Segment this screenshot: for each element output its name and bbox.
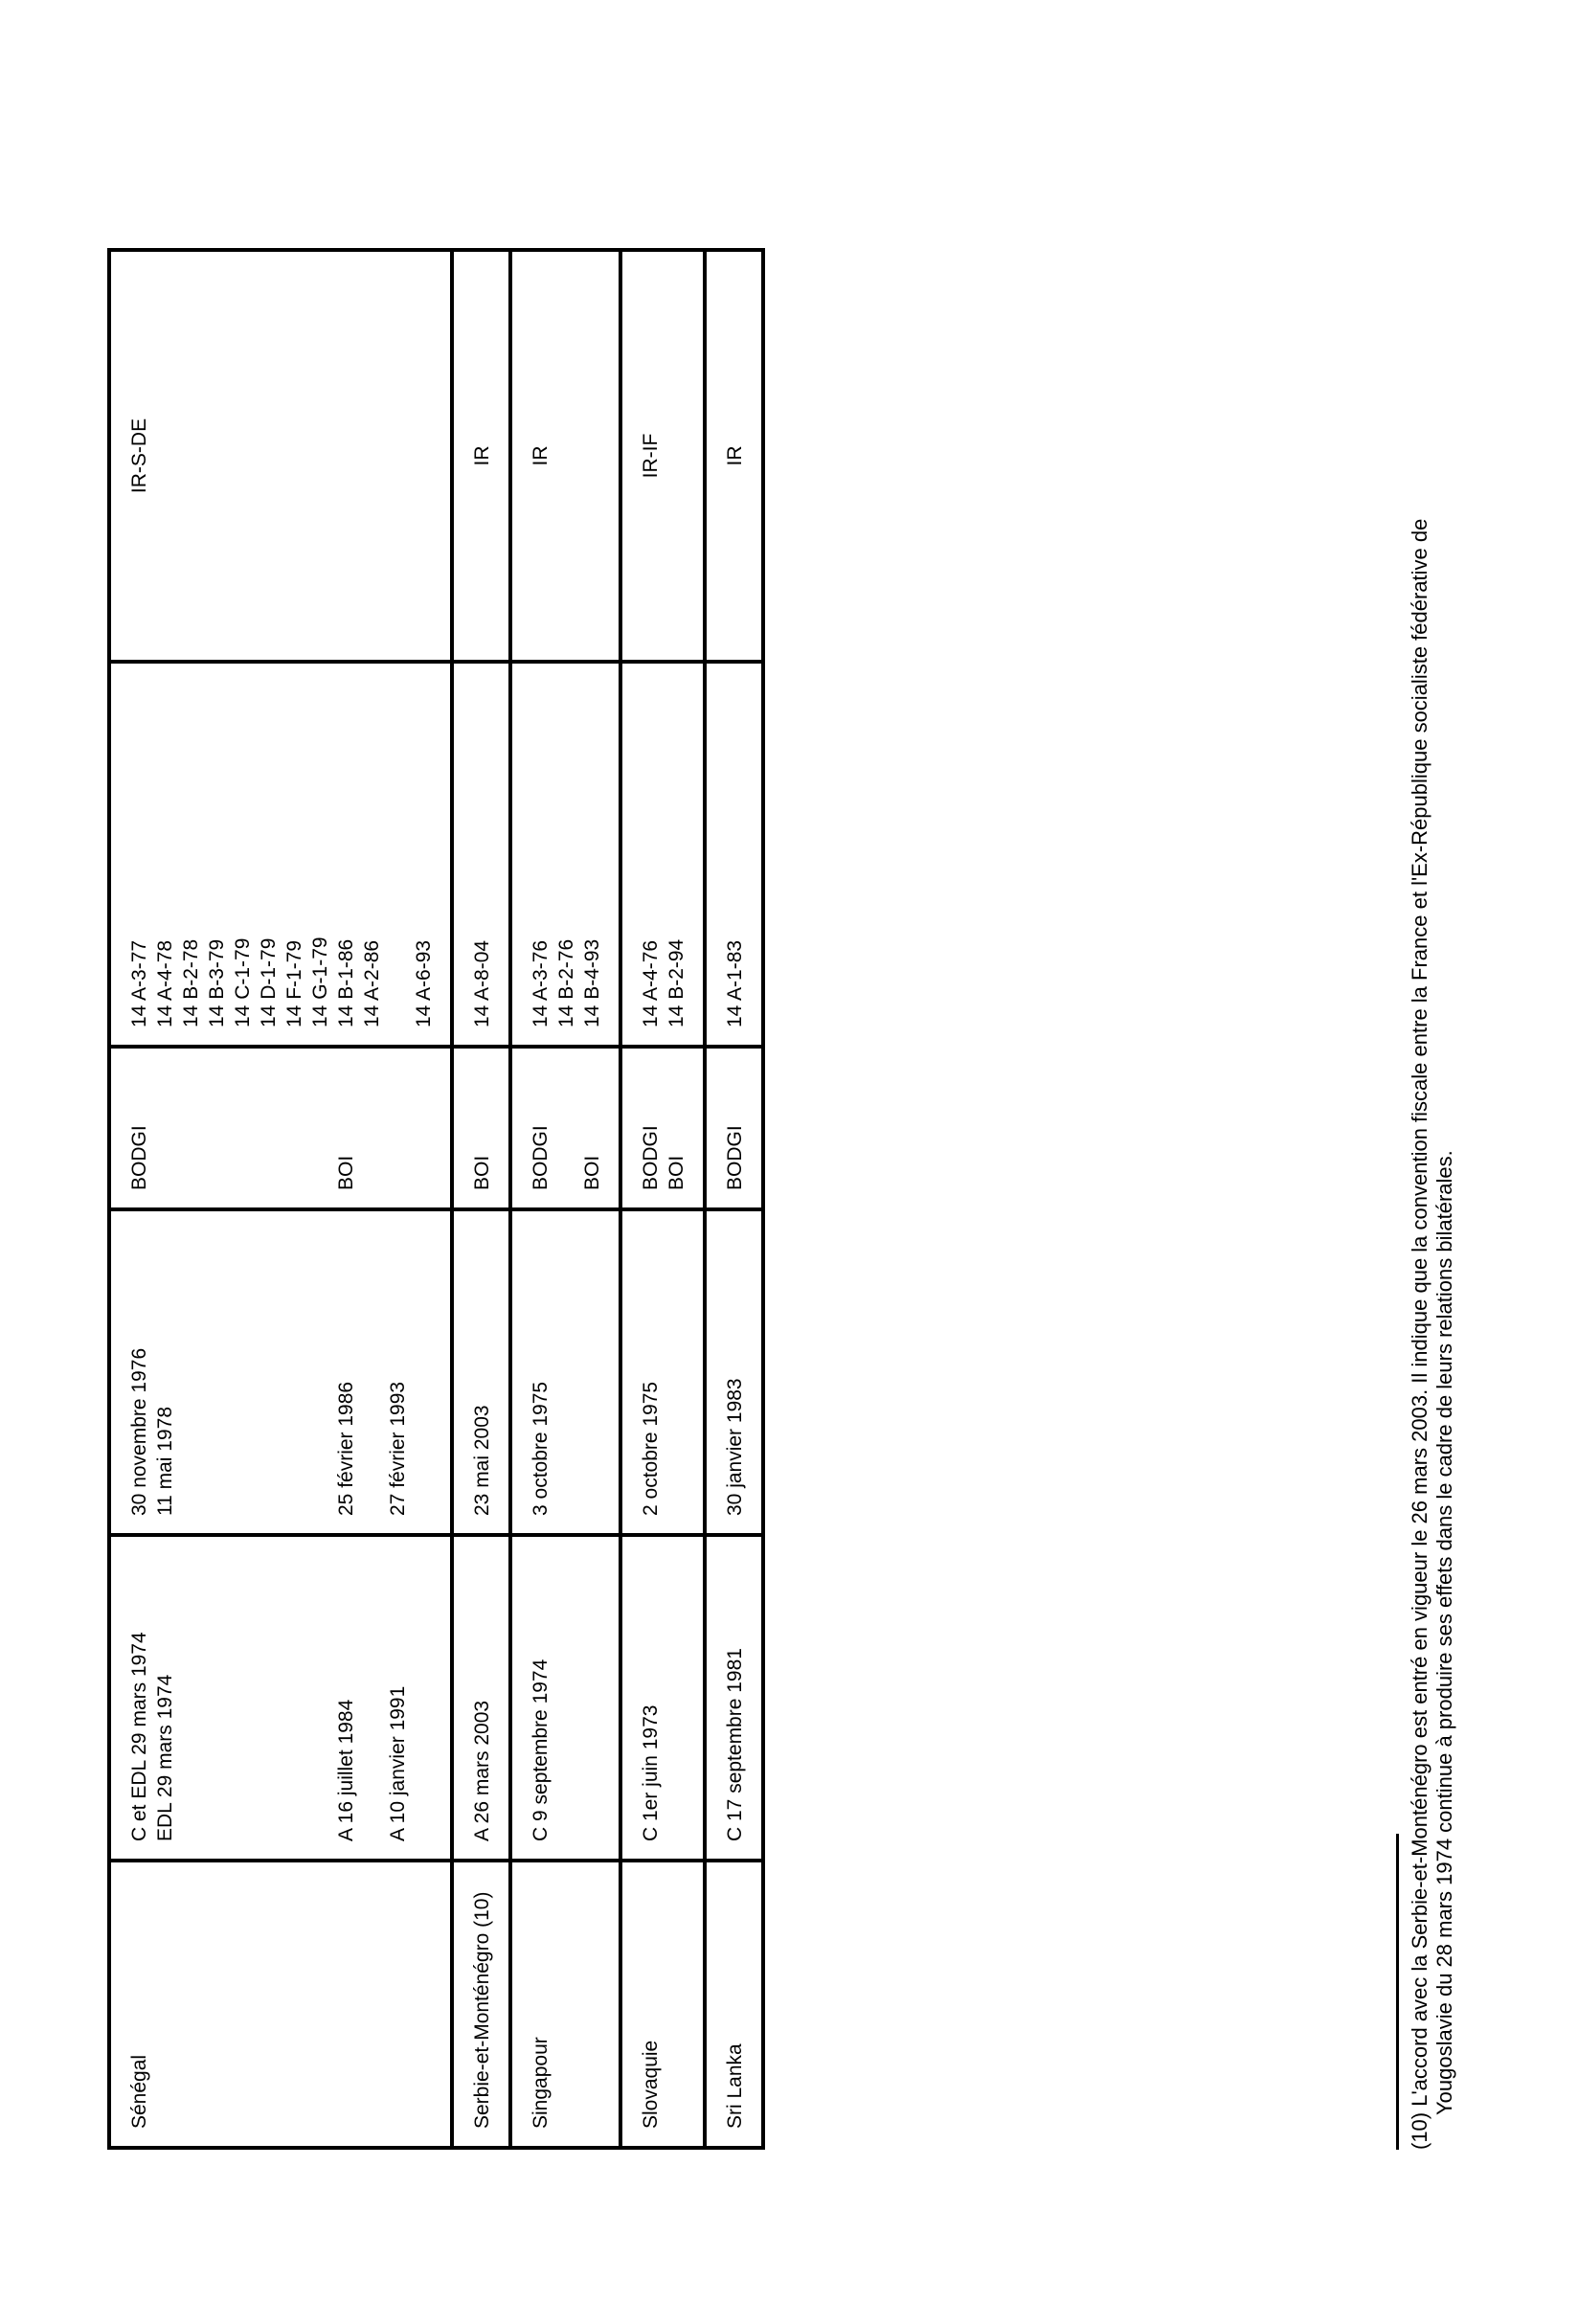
cell-line: 14 B-2-94 bbox=[665, 938, 688, 1027]
cell-line: 14 A-2-86 bbox=[361, 939, 383, 1027]
reference-cell bbox=[109, 662, 452, 1047]
country-cell bbox=[620, 1861, 705, 2148]
cell-line: 11 mai 1978 bbox=[154, 1406, 176, 1516]
cell-line: 14 A-3-76 bbox=[530, 939, 552, 1027]
cell-line: IR-S-DE bbox=[128, 417, 150, 494]
cell-line: BODGI bbox=[530, 1125, 552, 1190]
source-cell bbox=[705, 1047, 763, 1209]
cell-line bbox=[282, 1229, 307, 1516]
cell-line: Slovaquie bbox=[640, 2040, 662, 2129]
cell-line: BOI bbox=[335, 1155, 357, 1190]
tax-cell bbox=[109, 250, 452, 662]
source-cell bbox=[620, 1047, 705, 1209]
country-cell bbox=[452, 1861, 510, 2148]
cell-line: IR bbox=[530, 445, 552, 466]
cell-line: 14 B-2-78 bbox=[180, 938, 202, 1027]
cell-line: 14 C-1-79 bbox=[232, 937, 254, 1027]
tax-cell bbox=[510, 250, 620, 662]
cell-line: BOI bbox=[665, 1155, 688, 1190]
cell-line bbox=[256, 1066, 282, 1190]
cell-line: IR bbox=[724, 445, 746, 466]
table-row bbox=[705, 250, 763, 2148]
cell-line: 23 mai 2003 bbox=[471, 1405, 493, 1516]
reference-cell bbox=[620, 662, 705, 1047]
cell-line bbox=[359, 1229, 385, 1516]
cell-line: 14 A-3-77 bbox=[128, 939, 150, 1027]
cell-line: A 16 juillet 1984 bbox=[335, 1699, 357, 1841]
cell-line: A 10 janvier 1991 bbox=[387, 1685, 409, 1841]
footnote bbox=[1408, 235, 1457, 2150]
tax-cell bbox=[620, 250, 705, 662]
footnote-rule bbox=[1396, 1834, 1399, 2150]
publication-date-cell bbox=[620, 1209, 705, 1535]
cell-line: 14 G-1-79 bbox=[309, 936, 331, 1027]
cell-line: 14 F-1-79 bbox=[283, 939, 305, 1027]
table-row bbox=[109, 250, 452, 2148]
agreement-cell bbox=[620, 1535, 705, 1861]
country-cell bbox=[510, 1861, 620, 2148]
treaty-table-body bbox=[109, 250, 763, 2148]
cell-line: A 26 mars 2003 bbox=[471, 1700, 493, 1841]
table-row bbox=[452, 250, 510, 2148]
cell-line: C 1er juin 1973 bbox=[640, 1704, 662, 1841]
cell-line bbox=[230, 1229, 256, 1516]
cell-line bbox=[359, 1554, 385, 1841]
cell-line: 30 novembre 1976 bbox=[128, 1347, 150, 1516]
cell-line: Sénégal bbox=[128, 2054, 150, 2129]
tax-cell bbox=[705, 250, 763, 662]
cell-line: 27 février 1993 bbox=[387, 1381, 409, 1516]
cell-line bbox=[282, 1066, 307, 1190]
cell-line: 2 octobre 1975 bbox=[640, 1381, 662, 1516]
cell-line: 14 A-4-76 bbox=[640, 939, 662, 1027]
table-row bbox=[620, 250, 705, 2148]
cell-line bbox=[204, 1554, 230, 1841]
cell-line: Singapour bbox=[530, 2037, 552, 2129]
reference-cell bbox=[705, 662, 763, 1047]
footnote-line-2: Yougoslavie du 28 mars 1974 continue à produire ses effets dans le cadre de leurs relations bilatérales. bbox=[1432, 1150, 1456, 2115]
tax-cell bbox=[452, 250, 510, 662]
cell-line: C et EDL 29 mars 1974 bbox=[128, 1632, 150, 1841]
source-cell bbox=[510, 1047, 620, 1209]
cell-line: 14 B-1-86 bbox=[335, 938, 357, 1027]
cell-line bbox=[204, 1229, 230, 1516]
cell-line: 14 B-4-93 bbox=[581, 938, 603, 1027]
cell-line bbox=[152, 1066, 178, 1190]
country-cell bbox=[705, 1861, 763, 2148]
cell-line: BOI bbox=[581, 1155, 603, 1190]
cell-line bbox=[204, 1066, 230, 1190]
agreement-cell bbox=[510, 1535, 620, 1861]
agreement-cell bbox=[109, 1535, 452, 1861]
cell-line bbox=[256, 1229, 282, 1516]
cell-line: Sri Lanka bbox=[724, 2043, 746, 2129]
cell-line: BOI bbox=[471, 1155, 493, 1190]
publication-date-cell bbox=[705, 1209, 763, 1535]
cell-line bbox=[385, 681, 411, 1027]
treaty-table bbox=[107, 248, 765, 2150]
cell-line: 14 D-1-79 bbox=[258, 937, 280, 1027]
cell-line bbox=[307, 1066, 333, 1190]
source-cell bbox=[452, 1047, 510, 1209]
publication-date-cell bbox=[510, 1209, 620, 1535]
cell-line bbox=[230, 1554, 256, 1841]
cell-line: IR-IF bbox=[640, 433, 662, 479]
cell-line: 14 B-3-79 bbox=[206, 938, 228, 1027]
publication-date-cell bbox=[452, 1209, 510, 1535]
cell-line: 25 février 1986 bbox=[335, 1381, 357, 1516]
source-cell bbox=[109, 1047, 452, 1209]
cell-line bbox=[553, 1066, 579, 1190]
cell-line bbox=[282, 1554, 307, 1841]
country-cell bbox=[109, 1861, 452, 2148]
cell-line bbox=[307, 1229, 333, 1516]
cell-line bbox=[178, 1229, 204, 1516]
cell-line bbox=[256, 1554, 282, 1841]
cell-line: EDL 29 mars 1974 bbox=[154, 1674, 176, 1841]
footnote-line-1: (10) L'accord avec la Serbie-et-Monténégro est entré en vigueur le 26 mars 2003. Il indique que la convention fiscale entre la France et l'Ex-République socialiste fédérative de bbox=[1408, 518, 1431, 2150]
cell-line: BODGI bbox=[128, 1125, 150, 1190]
cell-line bbox=[307, 1554, 333, 1841]
cell-line: BODGI bbox=[640, 1125, 662, 1190]
cell-line: 14 B-2-76 bbox=[555, 938, 577, 1027]
cell-line: 30 janvier 1983 bbox=[724, 1378, 746, 1516]
reference-cell bbox=[510, 662, 620, 1047]
agreement-cell bbox=[705, 1535, 763, 1861]
cell-line: BODGI bbox=[724, 1125, 746, 1190]
cell-line bbox=[178, 1066, 204, 1190]
cell-line: 14 A-4-78 bbox=[154, 939, 176, 1027]
agreement-cell bbox=[452, 1535, 510, 1861]
publication-date-cell bbox=[109, 1209, 452, 1535]
reference-cell bbox=[452, 662, 510, 1047]
cell-line: 14 A-8-04 bbox=[471, 939, 493, 1027]
cell-line: C 17 septembre 1981 bbox=[724, 1648, 746, 1841]
cell-line: 14 A-6-93 bbox=[413, 939, 435, 1027]
table-row bbox=[510, 250, 620, 2148]
cell-line: 3 octobre 1975 bbox=[530, 1381, 552, 1516]
cell-line bbox=[178, 1554, 204, 1841]
cell-line: C 9 septembre 1974 bbox=[530, 1658, 552, 1841]
cell-line bbox=[230, 1066, 256, 1190]
cell-line: Serbie-et-Monténégro (10) bbox=[471, 1891, 493, 2129]
cell-line: 14 A-1-83 bbox=[724, 939, 746, 1027]
cell-line: IR bbox=[471, 445, 493, 466]
